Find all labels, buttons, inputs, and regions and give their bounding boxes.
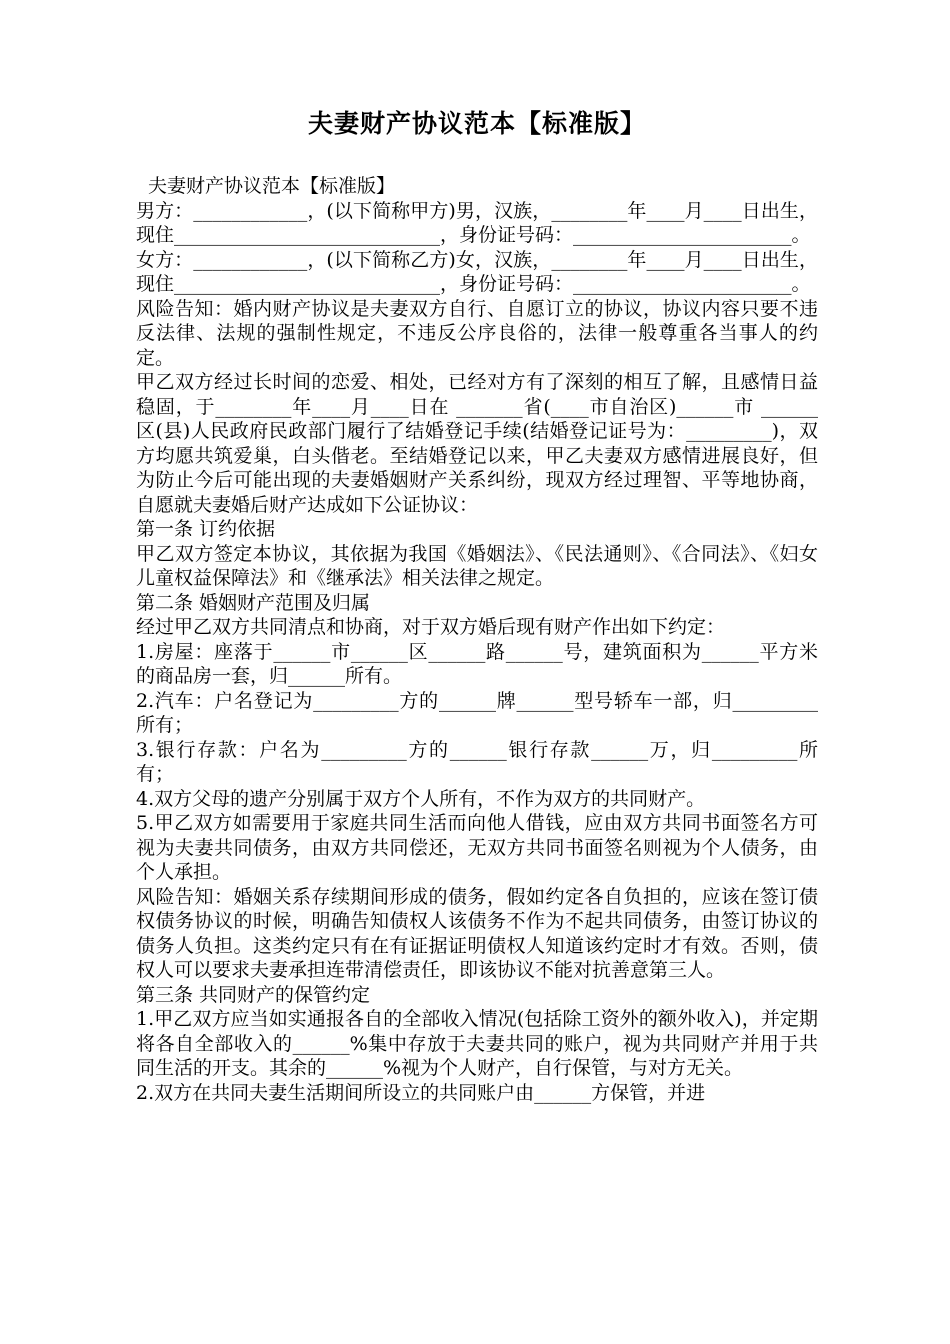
article-3-item-account: 2.双方在共同夫妻生活期间所设立的共同账户由______方保管，并进	[136, 1081, 706, 1104]
wife-info-paragraph: 女方：____________，(以下简称乙方)女，汉族，________年____月____日出生，现住____________________________，身份证号码：_______________________。	[136, 248, 818, 295]
risk-notice-paragraph: 风险告知：婚内财产协议是夫妻双方自行、自愿订立的协议，协议内容只要不违反法律、法规的强制性规定，不违反公序良俗的，法律一般尊重各当事人的约定。	[136, 297, 818, 369]
article-2-item-debt: 5.甲乙双方如需要用于家庭共同生活而向他人借钱，应由双方共同书面签名方可视为夫妻共同债务，由双方共同偿还，无双方共同书面签名则视为个人债务，由个人承担。	[136, 812, 818, 883]
article-1-paragraph: 甲乙双方签定本协议，其依据为我国《婚姻法》、《民法通则》、《合同法》、《妇女儿童权益保障法》和《继承法》相关法律之规定。	[136, 542, 818, 589]
article-3-item-income: 1.甲乙双方应当如实通报各自的全部收入情况(包括除工资外的额外收入)，并定期将各自全部收入的______%集中存放于夫妻共同的账户，视为共同财产并用于共同生活的开支。其余的______%视为个人财产，自行保管，与对方无关。	[136, 1008, 818, 1079]
article-2-heading: 第二条 婚姻财产范围及归属	[136, 591, 371, 614]
article-2-item-house: 1.房屋：座落于______市______区______路______号，建筑面积为______平方米的商品房一套，归______所有。	[136, 640, 818, 687]
document-body	[136, 174, 818, 1105]
document-subtitle: 夫妻财产协议范本【标准版】	[148, 175, 396, 197]
article-2-item-inheritance: 4.双方父母的遗产分别属于双方个人所有，不作为双方的共同财产。	[136, 787, 706, 810]
article-2-intro-paragraph: 经过甲乙双方共同清点和协商，对于双方婚后现有财产作出如下约定：	[136, 616, 726, 638]
article-1-heading: 第一条 订约依据	[136, 518, 276, 540]
debt-risk-notice-paragraph: 风险告知：婚姻关系存续期间形成的债务，假如约定各自负担的，应该在签订债权债务协议的时候，明确告知债权人该债务不作为不起共同债务，由签订协议的债务人负担。这类约定只有在有证据证明债权人知道该约定时才有效。否则，债权人可以要求夫妻承担连带清偿责任，即该协议不能对抗善意第三人。	[136, 885, 818, 981]
article-2-item-deposit: 3.银行存款：户名为_________方的______银行存款______万，归_________所有；	[136, 738, 818, 785]
husband-info-paragraph: 男方：____________，(以下简称甲方)男，汉族，________年____月____日出生，现住____________________________，身份证号码：_______________________。	[136, 199, 818, 246]
article-2-item-car: 2.汽车：户名登记为_________方的______牌______型号轿车一部，归_________所有；	[136, 689, 818, 736]
preamble-paragraph: 甲乙双方经过长时间的恋爱、相处，已经对方有了深刻的相互了解，且感情日益稳固，于________年____月____日在 _______省(____市自治区)______市 ______区(县)人民政府民政部门履行了结婚登记手续(结婚登记证号为：_________)，双方均愿共筑爱巢，白头偕老。至结婚登记以来，甲乙夫妻双方感情进展良好，但为防止今后可能出现的夫妻婚姻财产关系纠纷，现双方经过理智、平等地协商，自愿就夫妻婚后财产达成如下公证协议：	[136, 371, 818, 516]
article-3-heading: 第三条 共同财产的保管约定	[136, 983, 371, 1006]
document-page	[136, 106, 818, 1105]
document-title: 夫妻财产协议范本【标准版】	[307, 109, 646, 138]
